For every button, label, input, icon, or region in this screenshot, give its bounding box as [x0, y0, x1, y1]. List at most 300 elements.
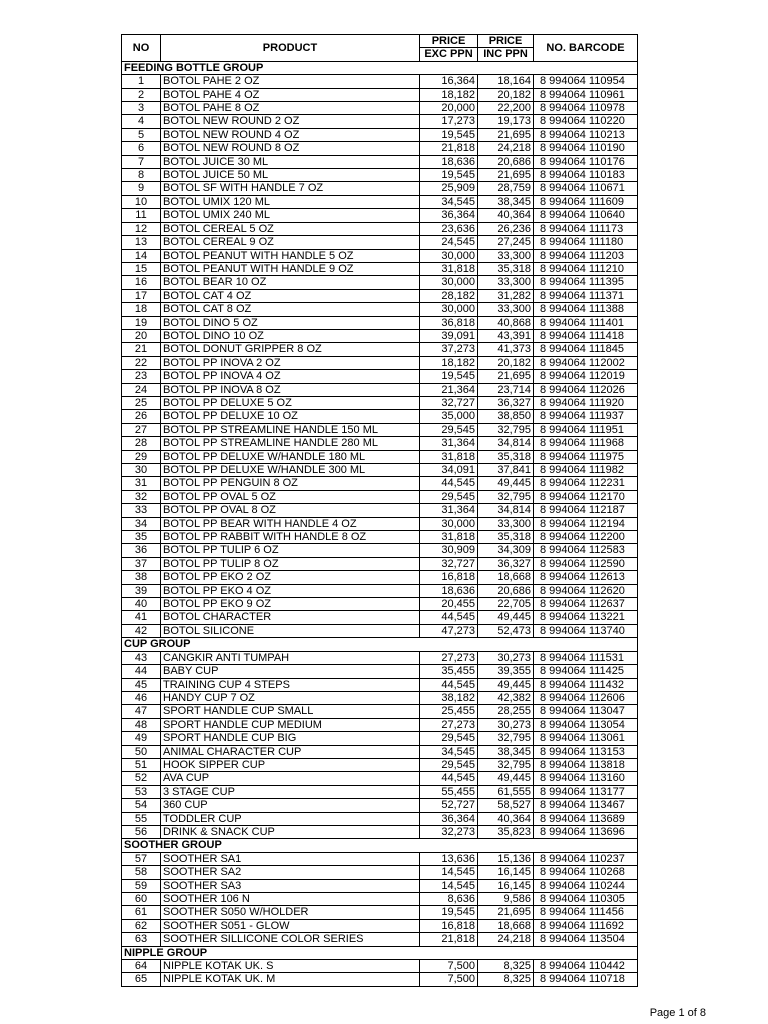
price-exc-ppn: 29,545	[420, 732, 478, 745]
table-row	[122, 906, 638, 919]
barcode: 8 994064 112231	[534, 477, 638, 490]
row-number: 26	[122, 410, 161, 423]
price-exc-ppn: 39,091	[420, 329, 478, 342]
barcode: 8 994064 110954	[534, 75, 638, 88]
price-inc-ppn: 38,345	[478, 195, 534, 208]
table-row	[122, 464, 638, 477]
price-inc-ppn: 34,814	[478, 437, 534, 450]
table-row	[122, 665, 638, 678]
product-name: TRAINING CUP 4 STEPS	[161, 678, 420, 691]
row-number: 35	[122, 531, 161, 544]
table-row	[122, 866, 638, 879]
price-exc-ppn: 31,364	[420, 504, 478, 517]
product-name: BOTOL PEANUT WITH HANDLE 9 OZ	[161, 262, 420, 275]
row-number: 60	[122, 893, 161, 906]
row-number: 15	[122, 262, 161, 275]
table-row	[122, 825, 638, 838]
price-inc-ppn: 43,391	[478, 329, 534, 342]
barcode: 8 994064 111609	[534, 195, 638, 208]
price-exc-ppn: 34,545	[420, 195, 478, 208]
product-name: BOTOL PP EKO 2 OZ	[161, 571, 420, 584]
price-inc-ppn: 32,795	[478, 423, 534, 436]
product-name: BOTOL PP EKO 4 OZ	[161, 584, 420, 597]
price-exc-ppn: 18,636	[420, 584, 478, 597]
price-exc-ppn: 31,818	[420, 450, 478, 463]
barcode: 8 994064 110190	[534, 142, 638, 155]
barcode: 8 994064 112590	[534, 557, 638, 570]
table-row	[122, 678, 638, 691]
price-inc-ppn: 20,686	[478, 155, 534, 168]
row-number: 64	[122, 960, 161, 973]
price-inc-ppn: 18,164	[478, 75, 534, 88]
row-number: 20	[122, 329, 161, 342]
price-exc-ppn: 29,545	[420, 758, 478, 771]
product-name: BOTOL PP TULIP 8 OZ	[161, 557, 420, 570]
product-name: BOTOL PEANUT WITH HANDLE 5 OZ	[161, 249, 420, 262]
product-name: BOTOL PP TULIP 6 OZ	[161, 544, 420, 557]
row-number: 54	[122, 799, 161, 812]
table-row	[122, 370, 638, 383]
table-row	[122, 249, 638, 262]
price-exc-ppn: 7,500	[420, 960, 478, 973]
product-name: BOTOL PAHE 4 OZ	[161, 88, 420, 101]
barcode: 8 994064 110640	[534, 209, 638, 222]
price-inc-ppn: 40,868	[478, 316, 534, 329]
price-exc-ppn: 7,500	[420, 973, 478, 986]
product-name: BOTOL JUICE 30 ML	[161, 155, 420, 168]
row-number: 19	[122, 316, 161, 329]
table-row	[122, 477, 638, 490]
barcode: 8 994064 112583	[534, 544, 638, 557]
barcode: 8 994064 111692	[534, 919, 638, 932]
barcode: 8 994064 111456	[534, 906, 638, 919]
row-number: 23	[122, 370, 161, 383]
price-exc-ppn: 31,818	[420, 531, 478, 544]
price-exc-ppn: 31,364	[420, 437, 478, 450]
price-inc-ppn: 41,373	[478, 343, 534, 356]
product-name: NIPPLE KOTAK UK. S	[161, 960, 420, 973]
product-name: BOTOL PP OVAL 8 OZ	[161, 504, 420, 517]
product-name: 360 CUP	[161, 799, 420, 812]
table-row	[122, 437, 638, 450]
row-number: 13	[122, 236, 161, 249]
product-name: BOTOL SF WITH HANDLE 7 OZ	[161, 182, 420, 195]
group-label: NIPPLE GROUP	[122, 946, 478, 959]
barcode: 8 994064 112620	[534, 584, 638, 597]
group-empty-cell	[478, 638, 534, 651]
price-inc-ppn: 35,318	[478, 450, 534, 463]
price-inc-ppn: 21,695	[478, 906, 534, 919]
price-exc-ppn: 19,545	[420, 128, 478, 141]
row-number: 30	[122, 464, 161, 477]
row-number: 42	[122, 624, 161, 637]
product-name: AVA CUP	[161, 772, 420, 785]
price-inc-ppn: 22,705	[478, 598, 534, 611]
product-name: BOTOL UMIX 120 ML	[161, 195, 420, 208]
price-exc-ppn: 18,636	[420, 155, 478, 168]
price-inc-ppn: 32,795	[478, 732, 534, 745]
price-inc-ppn: 42,382	[478, 691, 534, 704]
product-name: BOTOL PP EKO 9 OZ	[161, 598, 420, 611]
price-exc-ppn: 38,182	[420, 691, 478, 704]
price-exc-ppn: 25,909	[420, 182, 478, 195]
price-exc-ppn: 14,545	[420, 866, 478, 879]
product-name: SOOTHER SA2	[161, 866, 420, 879]
price-exc-ppn: 36,364	[420, 209, 478, 222]
barcode: 8 994064 111937	[534, 410, 638, 423]
price-inc-ppn: 40,364	[478, 812, 534, 825]
row-number: 1	[122, 75, 161, 88]
row-number: 5	[122, 128, 161, 141]
price-inc-ppn: 49,445	[478, 477, 534, 490]
price-inc-ppn: 22,200	[478, 102, 534, 115]
price-exc-ppn: 8,636	[420, 893, 478, 906]
barcode: 8 994064 110183	[534, 169, 638, 182]
group-row	[122, 638, 638, 651]
price-exc-ppn: 55,455	[420, 785, 478, 798]
header-price-inc-bottom: INC PPN	[478, 48, 534, 61]
row-number: 21	[122, 343, 161, 356]
price-inc-ppn: 38,345	[478, 745, 534, 758]
barcode: 8 994064 112200	[534, 531, 638, 544]
row-number: 22	[122, 356, 161, 369]
row-number: 53	[122, 785, 161, 798]
product-name: BOTOL SILICONE	[161, 624, 420, 637]
price-exc-ppn: 30,000	[420, 249, 478, 262]
price-inc-ppn: 38,850	[478, 410, 534, 423]
barcode: 8 994064 113689	[534, 812, 638, 825]
barcode: 8 994064 111395	[534, 276, 638, 289]
barcode: 8 994064 113467	[534, 799, 638, 812]
table-row	[122, 611, 638, 624]
table-row	[122, 973, 638, 986]
price-exc-ppn: 32,727	[420, 557, 478, 570]
table-row	[122, 651, 638, 664]
price-inc-ppn: 20,182	[478, 356, 534, 369]
table-row	[122, 799, 638, 812]
table-row	[122, 329, 638, 342]
price-exc-ppn: 31,818	[420, 262, 478, 275]
price-inc-ppn: 49,445	[478, 611, 534, 624]
barcode: 8 994064 110244	[534, 879, 638, 892]
table-row	[122, 490, 638, 503]
price-exc-ppn: 47,273	[420, 624, 478, 637]
product-name: SOOTHER 106 N	[161, 893, 420, 906]
price-exc-ppn: 20,455	[420, 598, 478, 611]
row-number: 56	[122, 825, 161, 838]
group-row	[122, 946, 638, 959]
product-name: BOTOL CEREAL 9 OZ	[161, 236, 420, 249]
barcode: 8 994064 113160	[534, 772, 638, 785]
price-inc-ppn: 26,236	[478, 222, 534, 235]
barcode: 8 994064 113696	[534, 825, 638, 838]
barcode: 8 994064 113504	[534, 933, 638, 946]
group-label: FEEDING BOTTLE GROUP	[122, 61, 478, 74]
price-exc-ppn: 44,545	[420, 611, 478, 624]
barcode: 8 994064 110671	[534, 182, 638, 195]
barcode: 8 994064 113221	[534, 611, 638, 624]
table-row	[122, 142, 638, 155]
price-exc-ppn: 21,364	[420, 383, 478, 396]
product-name: SPORT HANDLE CUP BIG	[161, 732, 420, 745]
barcode: 8 994064 111920	[534, 396, 638, 409]
group-row	[122, 61, 638, 74]
price-exc-ppn: 24,545	[420, 236, 478, 249]
barcode: 8 994064 113177	[534, 785, 638, 798]
product-name: HOOK SIPPER CUP	[161, 758, 420, 771]
barcode: 8 994064 110961	[534, 88, 638, 101]
table-row	[122, 316, 638, 329]
product-name: BOTOL JUICE 50 ML	[161, 169, 420, 182]
price-inc-ppn: 19,173	[478, 115, 534, 128]
group-empty-cell	[478, 946, 534, 959]
row-number: 39	[122, 584, 161, 597]
header-no: NO	[122, 35, 161, 62]
row-number: 55	[122, 812, 161, 825]
price-inc-ppn: 49,445	[478, 772, 534, 785]
header-barcode: NO. BARCODE	[534, 35, 638, 62]
table-row	[122, 919, 638, 932]
product-name: BOTOL PP BEAR WITH HANDLE 4 OZ	[161, 517, 420, 530]
price-inc-ppn: 31,282	[478, 289, 534, 302]
price-exc-ppn: 35,000	[420, 410, 478, 423]
product-name: SOOTHER S051 - GLOW	[161, 919, 420, 932]
price-exc-ppn: 23,636	[420, 222, 478, 235]
barcode: 8 994064 112002	[534, 356, 638, 369]
row-number: 48	[122, 718, 161, 731]
row-number: 8	[122, 169, 161, 182]
table-body	[122, 61, 638, 986]
price-inc-ppn: 23,714	[478, 383, 534, 396]
price-inc-ppn: 36,327	[478, 557, 534, 570]
price-exc-ppn: 21,818	[420, 933, 478, 946]
price-inc-ppn: 37,841	[478, 464, 534, 477]
product-name: BOTOL CEREAL 5 OZ	[161, 222, 420, 235]
barcode: 8 994064 110220	[534, 115, 638, 128]
price-inc-ppn: 39,355	[478, 665, 534, 678]
price-exc-ppn: 36,364	[420, 812, 478, 825]
header-product: PRODUCT	[161, 35, 420, 62]
row-number: 38	[122, 571, 161, 584]
price-inc-ppn: 16,145	[478, 879, 534, 892]
product-name: BOTOL PP DELUXE W/HANDLE 300 ML	[161, 464, 420, 477]
product-name: BOTOL UMIX 240 ML	[161, 209, 420, 222]
product-name: BOTOL PP DELUXE 10 OZ	[161, 410, 420, 423]
price-inc-ppn: 15,136	[478, 852, 534, 865]
table-row	[122, 531, 638, 544]
table-row	[122, 598, 638, 611]
product-name: CANGKIR ANTI TUMPAH	[161, 651, 420, 664]
row-number: 62	[122, 919, 161, 932]
page-number: Page 1 of 8	[649, 1007, 706, 1019]
product-name: DRINK & SNACK CUP	[161, 825, 420, 838]
price-exc-ppn: 44,545	[420, 678, 478, 691]
price-exc-ppn: 29,545	[420, 423, 478, 436]
barcode: 8 994064 113061	[534, 732, 638, 745]
table-row	[122, 758, 638, 771]
table-row	[122, 960, 638, 973]
price-inc-ppn: 21,695	[478, 169, 534, 182]
price-exc-ppn: 34,091	[420, 464, 478, 477]
barcode: 8 994064 111968	[534, 437, 638, 450]
barcode: 8 994064 110718	[534, 973, 638, 986]
table-row	[122, 169, 638, 182]
product-name: TODDLER CUP	[161, 812, 420, 825]
product-name: BOTOL PP DELUXE 5 OZ	[161, 396, 420, 409]
price-exc-ppn: 17,273	[420, 115, 478, 128]
price-inc-ppn: 33,300	[478, 303, 534, 316]
price-inc-ppn: 28,759	[478, 182, 534, 195]
price-exc-ppn: 30,000	[420, 517, 478, 530]
price-inc-ppn: 30,273	[478, 718, 534, 731]
barcode: 8 994064 113047	[534, 705, 638, 718]
price-exc-ppn: 16,818	[420, 919, 478, 932]
barcode: 8 994064 110268	[534, 866, 638, 879]
barcode: 8 994064 113740	[534, 624, 638, 637]
table-row	[122, 544, 638, 557]
product-name: BOTOL PP STREAMLINE HANDLE 280 ML	[161, 437, 420, 450]
product-name: SOOTHER SA1	[161, 852, 420, 865]
price-exc-ppn: 27,273	[420, 651, 478, 664]
price-inc-ppn: 52,473	[478, 624, 534, 637]
product-name: BABY CUP	[161, 665, 420, 678]
table-row	[122, 343, 638, 356]
row-number: 52	[122, 772, 161, 785]
row-number: 58	[122, 866, 161, 879]
group-row	[122, 839, 638, 852]
price-exc-ppn: 27,273	[420, 718, 478, 731]
barcode: 8 994064 111401	[534, 316, 638, 329]
price-inc-ppn: 35,823	[478, 825, 534, 838]
product-name: BOTOL NEW ROUND 2 OZ	[161, 115, 420, 128]
price-exc-ppn: 21,818	[420, 142, 478, 155]
price-inc-ppn: 35,318	[478, 262, 534, 275]
price-exc-ppn: 14,545	[420, 879, 478, 892]
price-exc-ppn: 18,182	[420, 356, 478, 369]
barcode: 8 994064 111371	[534, 289, 638, 302]
product-name: BOTOL PP INOVA 4 OZ	[161, 370, 420, 383]
barcode: 8 994064 111531	[534, 651, 638, 664]
product-name: BOTOL CHARACTER	[161, 611, 420, 624]
table-row	[122, 584, 638, 597]
price-inc-ppn: 20,182	[478, 88, 534, 101]
row-number: 14	[122, 249, 161, 262]
row-number: 51	[122, 758, 161, 771]
row-number: 43	[122, 651, 161, 664]
row-number: 18	[122, 303, 161, 316]
price-inc-ppn: 8,325	[478, 973, 534, 986]
table-row	[122, 356, 638, 369]
price-inc-ppn: 16,145	[478, 866, 534, 879]
row-number: 25	[122, 396, 161, 409]
row-number: 12	[122, 222, 161, 235]
product-name: BOTOL PAHE 8 OZ	[161, 102, 420, 115]
row-number: 40	[122, 598, 161, 611]
table-row	[122, 182, 638, 195]
barcode: 8 994064 112606	[534, 691, 638, 704]
product-name: BOTOL PP STREAMLINE HANDLE 150 ML	[161, 423, 420, 436]
product-name: BOTOL PAHE 2 OZ	[161, 75, 420, 88]
group-empty-cell	[534, 839, 638, 852]
row-number: 4	[122, 115, 161, 128]
table-row	[122, 718, 638, 731]
barcode: 8 994064 111180	[534, 236, 638, 249]
table-row	[122, 195, 638, 208]
price-exc-ppn: 37,273	[420, 343, 478, 356]
barcode: 8 994064 111173	[534, 222, 638, 235]
product-name: BOTOL DINO 10 OZ	[161, 329, 420, 342]
product-name: BOTOL PP RABBIT WITH HANDLE 8 OZ	[161, 531, 420, 544]
barcode: 8 994064 112019	[534, 370, 638, 383]
price-exc-ppn: 16,364	[420, 75, 478, 88]
product-name: SOOTHER S050 W/HOLDER	[161, 906, 420, 919]
group-label: SOOTHER GROUP	[122, 839, 478, 852]
table-row	[122, 893, 638, 906]
product-name: 3 STAGE CUP	[161, 785, 420, 798]
price-exc-ppn: 35,455	[420, 665, 478, 678]
table-row	[122, 879, 638, 892]
row-number: 24	[122, 383, 161, 396]
barcode: 8 994064 111210	[534, 262, 638, 275]
price-inc-ppn: 9,586	[478, 893, 534, 906]
row-number: 59	[122, 879, 161, 892]
table-row	[122, 88, 638, 101]
barcode: 8 994064 110978	[534, 102, 638, 115]
price-inc-ppn: 33,300	[478, 517, 534, 530]
product-name: SOOTHER SA3	[161, 879, 420, 892]
table-row	[122, 222, 638, 235]
price-inc-ppn: 18,668	[478, 919, 534, 932]
price-exc-ppn: 30,000	[420, 303, 478, 316]
table-row	[122, 624, 638, 637]
barcode: 8 994064 112026	[534, 383, 638, 396]
price-inc-ppn: 24,218	[478, 142, 534, 155]
price-list-table	[121, 34, 638, 987]
table-row	[122, 115, 638, 128]
barcode: 8 994064 111845	[534, 343, 638, 356]
table-row	[122, 745, 638, 758]
group-empty-cell	[534, 946, 638, 959]
price-exc-ppn: 13,636	[420, 852, 478, 865]
price-inc-ppn: 58,527	[478, 799, 534, 812]
price-exc-ppn: 32,727	[420, 396, 478, 409]
price-inc-ppn: 49,445	[478, 678, 534, 691]
row-number: 28	[122, 437, 161, 450]
barcode: 8 994064 111951	[534, 423, 638, 436]
price-exc-ppn: 28,182	[420, 289, 478, 302]
price-exc-ppn: 25,455	[420, 705, 478, 718]
product-name: HANDY CUP 7 OZ	[161, 691, 420, 704]
table-row	[122, 303, 638, 316]
barcode: 8 994064 110305	[534, 893, 638, 906]
price-exc-ppn: 30,000	[420, 276, 478, 289]
row-number: 6	[122, 142, 161, 155]
barcode: 8 994064 113054	[534, 718, 638, 731]
row-number: 10	[122, 195, 161, 208]
table-row	[122, 772, 638, 785]
product-name: BOTOL CAT 8 OZ	[161, 303, 420, 316]
product-name: BOTOL DONUT GRIPPER 8 OZ	[161, 343, 420, 356]
price-inc-ppn: 36,327	[478, 396, 534, 409]
row-number: 44	[122, 665, 161, 678]
price-inc-ppn: 24,218	[478, 933, 534, 946]
table-row	[122, 262, 638, 275]
product-name: NIPPLE KOTAK UK. M	[161, 973, 420, 986]
row-number: 50	[122, 745, 161, 758]
row-number: 65	[122, 973, 161, 986]
table-row	[122, 691, 638, 704]
barcode: 8 994064 111203	[534, 249, 638, 262]
